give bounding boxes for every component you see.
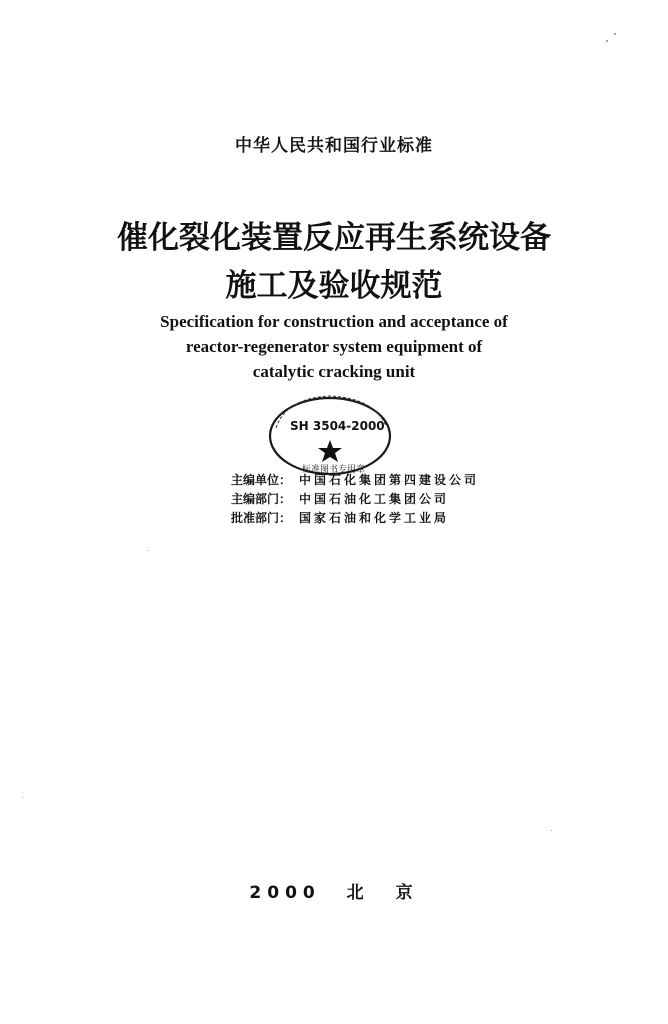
compiling-organizations (231, 471, 479, 528)
standard-category-line: 中华人民共和国行业标准 (235, 136, 433, 156)
english-title-line-1: Specification for construction and acceptance of (160, 312, 508, 331)
chinese-title (0, 214, 668, 310)
compiler-label: 主编部门： (231, 492, 292, 506)
scan-speck (22, 797, 23, 798)
library-seal-stamp (266, 392, 402, 478)
star-icon (318, 440, 342, 462)
compiler-label: 批准部门： (231, 511, 292, 525)
scan-speck (614, 33, 616, 35)
compiler-row-approving-department (231, 509, 479, 528)
english-title-line-3: catalytic cracking unit (252, 362, 416, 381)
compiler-label: 主编单位： (231, 473, 292, 487)
scan-speck (551, 830, 552, 831)
compiler-value: 中国石油化工集团公司 (299, 492, 450, 506)
scan-speck (606, 40, 608, 42)
compiler-row-editing-department (231, 490, 479, 509)
publication-footer (0, 878, 668, 903)
compiler-row-editing-unit (231, 471, 479, 490)
english-title (0, 309, 668, 384)
chinese-title-line-2: 施工及验收规范 (225, 268, 443, 304)
scan-speck (148, 550, 149, 551)
seal-code-text: SH 3504-2000 (290, 419, 385, 433)
compiler-value: 国家石油和化学工业局 (299, 511, 450, 525)
seal-bottom-text: 标准图书专用章 (302, 465, 366, 475)
english-title-line-2: reactor-regenerator system equipment of (185, 337, 483, 356)
chinese-title-line-1: 催化裂化装置反应再生系统设备 (117, 220, 551, 256)
publication-year: 2000 (249, 883, 321, 903)
publication-city: 北 京 (346, 883, 419, 903)
compiler-value: 中国石化集团第四建设公司 (299, 473, 480, 487)
